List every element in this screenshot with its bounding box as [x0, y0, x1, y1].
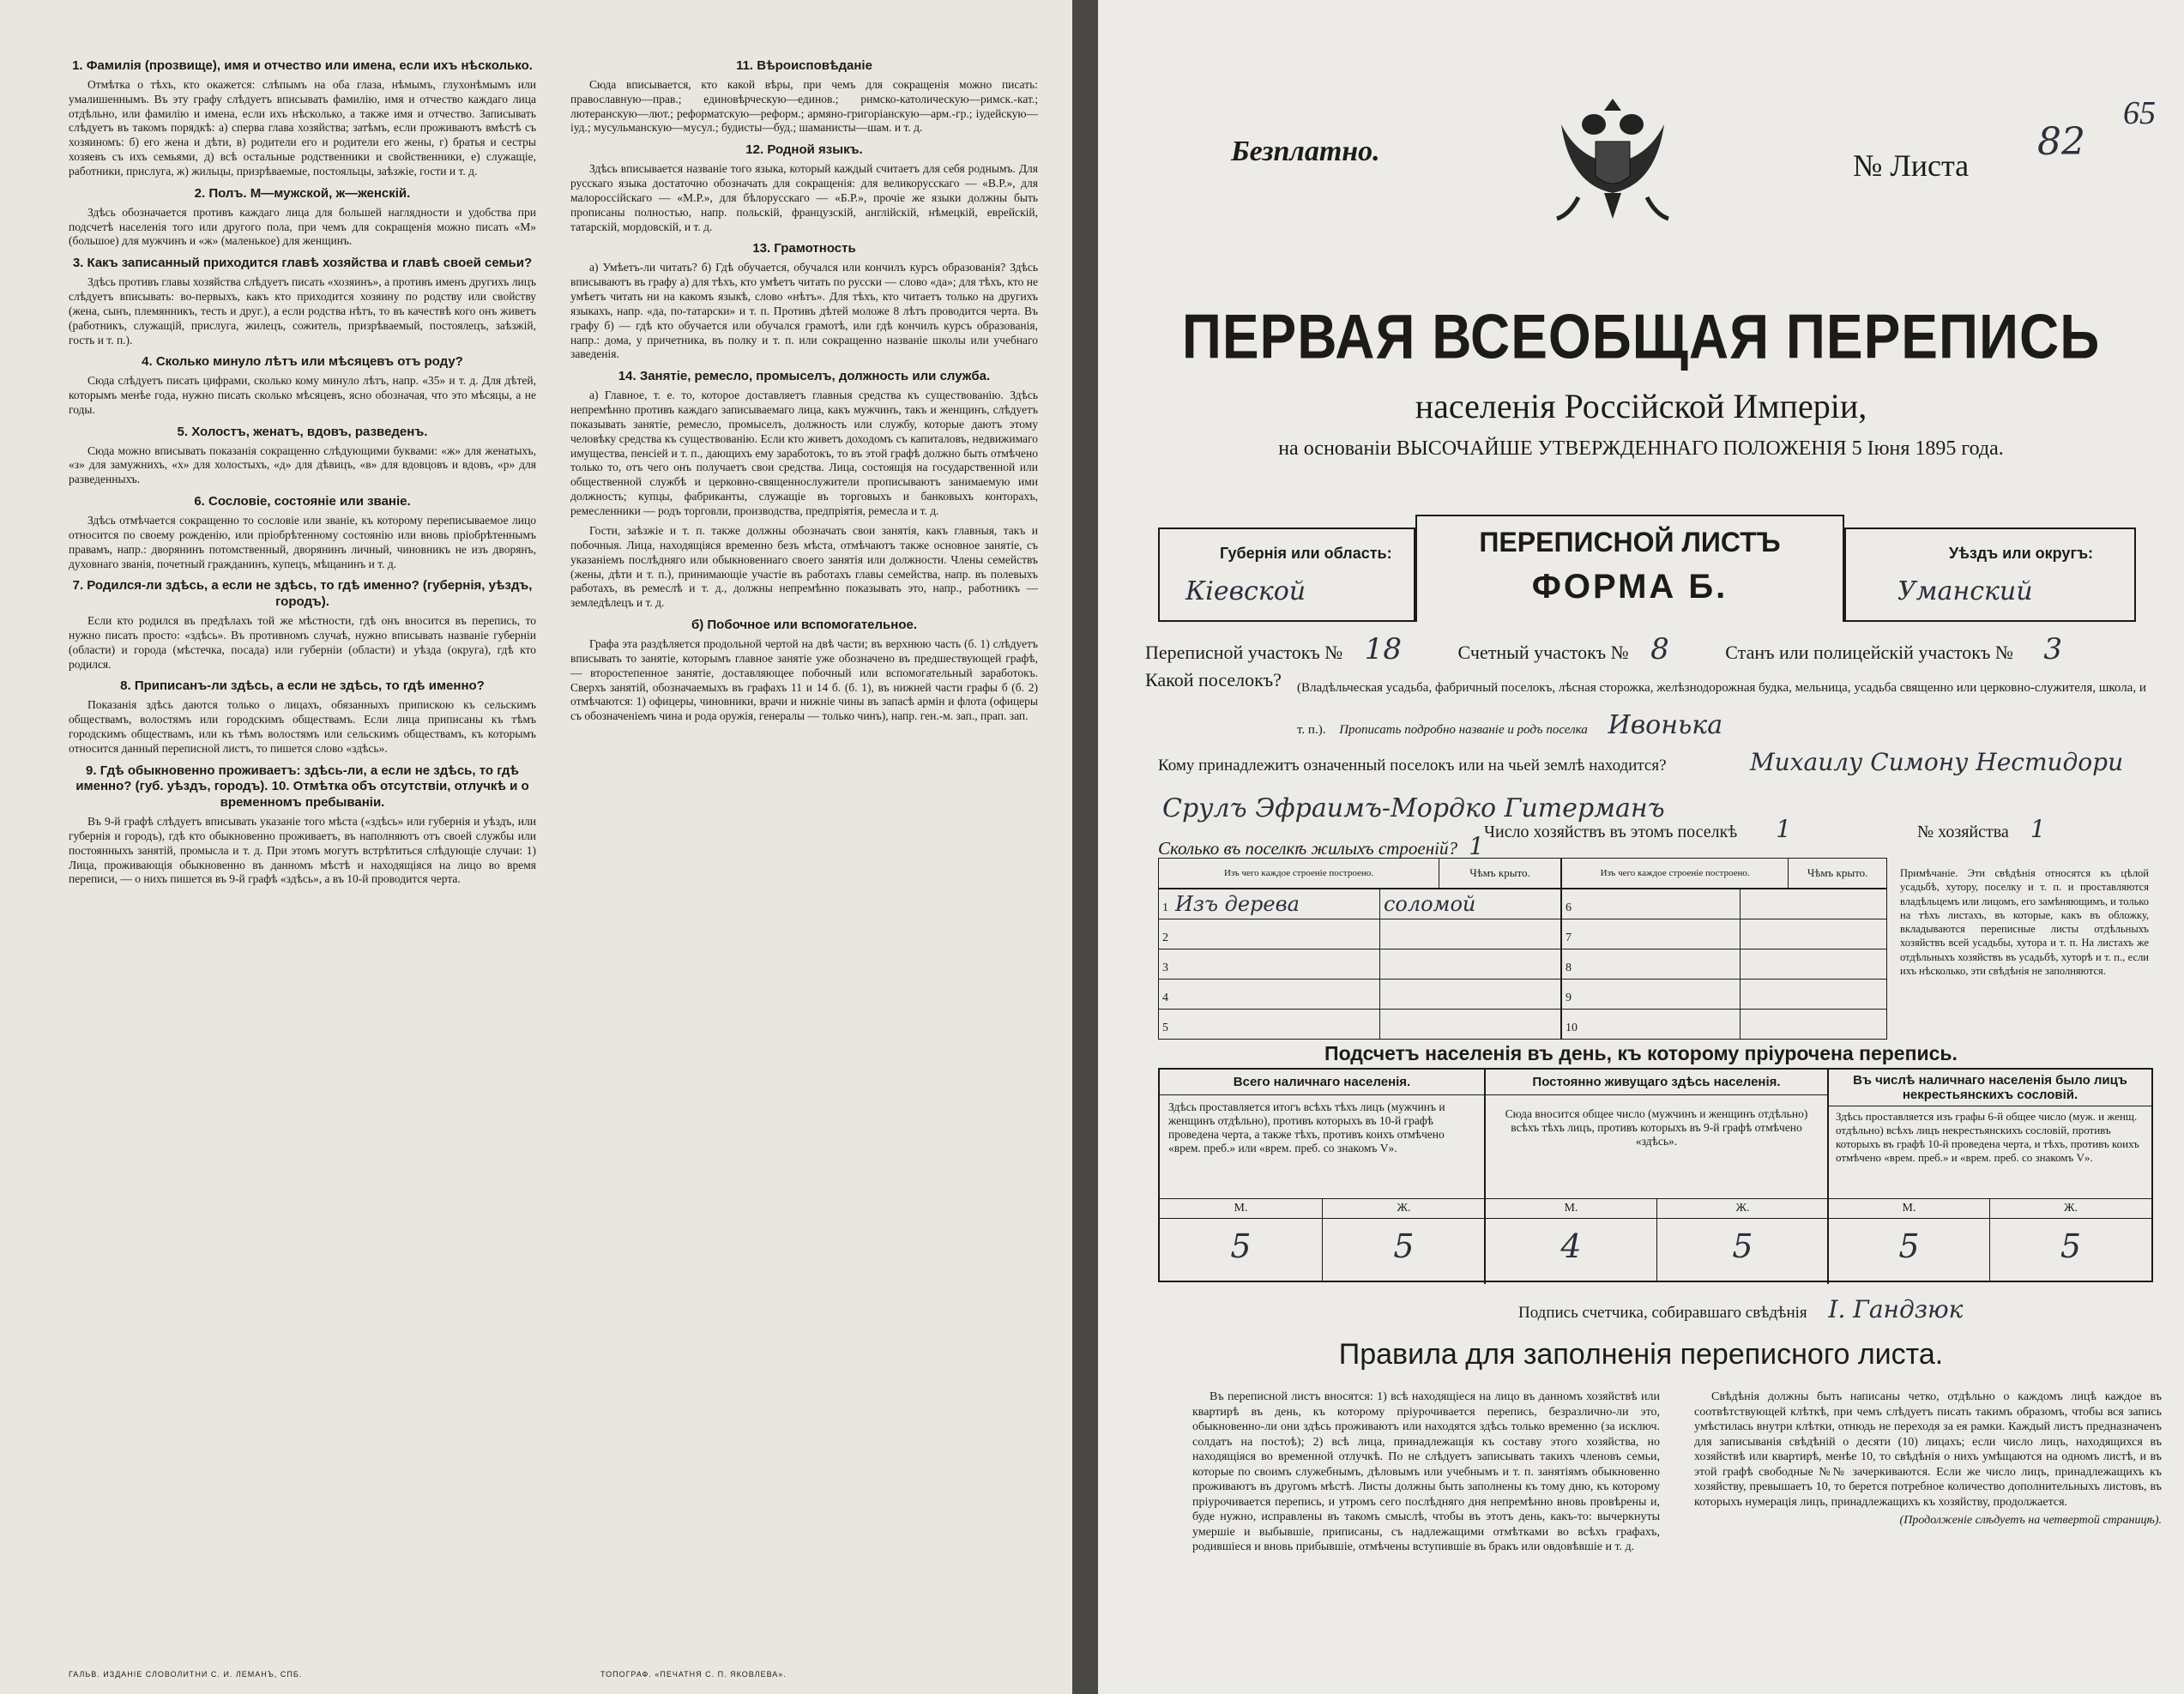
instruction-heading: 4. Сколько минуло лѣтъ или мѣсяцевъ отъ роду?: [142, 354, 463, 370]
sex-label: М.: [1829, 1199, 1989, 1219]
census-section-label: Переписной участокъ №: [1145, 642, 1343, 663]
census-subtitle: населенія Россійской Имперіи,: [1415, 387, 1867, 425]
instructions-columns: [69, 51, 1038, 1668]
stan-value: 3: [2043, 632, 2063, 666]
instruction-paragraph: Сюда можно вписывать показанія сокращенно слѣдующими буквами: «ж» для женатыхъ, «з» для замужнихъ, «х» для холостыхъ, «д» для дѣвицъ, «в» для вдовцовъ и вдовъ, «р» для разведенныхъ.: [69, 443, 536, 486]
signature-value: І. Гандзюк: [1828, 1295, 1964, 1323]
instruction-heading: 7. Родился-ли здѣсь, а если не здѣсь, то гдѣ именно? (губернія, уѣздъ, городъ).: [72, 578, 533, 610]
building-roof: [1379, 919, 1560, 949]
households-row: [1484, 815, 1791, 843]
signature-label: Подпись счетчика, собиравшаго свѣдѣнія: [1518, 1304, 1807, 1322]
instruction-paragraph: Сюда слѣдуетъ писать цифрами, сколько кому минуло лѣтъ, напр. «35» и т. д. Для дѣтей, которымъ менѣе года, нужно писать сколько мѣсяцевъ, ясно обозначая, что это мѣсяцы, а не годы.: [69, 374, 536, 416]
settlement-hint-text: (Владѣльческая усадьба, фабричный поселокъ, лѣсная сторожка, желѣзнодорожная будка, мельница, усадьба священно или церковно-служителя, школа, и т. п.).: [1297, 681, 2146, 737]
sheet-title: ПЕРЕПИСНОЙ ЛИСТЪ: [1479, 527, 1781, 558]
bt-head-roof-2: Чѣмъ крыто.: [1789, 859, 1887, 889]
male-count-cell: [1829, 1199, 1990, 1281]
building-number: 9: [1566, 992, 1572, 1004]
household-number-label: № хозяйства: [1917, 823, 2009, 841]
building-roof: [1379, 1010, 1560, 1040]
building-roof: соломой: [1379, 889, 1560, 919]
province-box: [1158, 527, 1415, 622]
instruction-paragraph: Здѣсь вписывается названіе того языка, который каждый считаетъ для себя роднымъ. Для русскаго языка достаточно обозначать для сокращенія: для великорусскаго — «В.Р.», для малороссійскаго — «М.Р.», для бѣлорусскаго — «Б.Р.», прочіе же языки должны быть прописаны полностью, напр. польскій, французскій, англійскій, нѣмецкій, еврейскій, татарскій, мордовскій, и т. д.: [570, 162, 1038, 233]
buildings-note: Примѣчаніе. Эти свѣдѣнія относятся къ цѣлой усадьбѣ, хутору, поселку и т. п. и проставляются владѣльцемъ или лицомъ, его замѣняющимъ, и только на тѣхъ листахъ, въ которые, какъ въ обложку, вкладываются переписные листы отдѣльныхъ хозяйствъ всей усадьбы, хутора и т. п. На листахъ же отдѣльныхъ хозяйствъ въ усадьбѣ, хуторѣ и т. п., если ихъ нѣсколько, эти свѣдѣнія не заполняются.: [1900, 867, 2149, 977]
instruction-heading: 3. Какъ записанный приходится главѣ хозяйства и главѣ своей семьи?: [72, 256, 533, 271]
signature-row: [1518, 1295, 1963, 1323]
building-material: Изъ дерева: [1175, 892, 1300, 916]
buildings-value: 1: [1469, 832, 1485, 860]
left-instructions-page: [0, 0, 1072, 1694]
count-section-value: 8: [1650, 632, 1669, 666]
province-label: Губернія или область:: [1220, 545, 1392, 562]
free-of-charge-label: Безплатно.: [1231, 136, 1380, 167]
stan-label: Станъ или полицейскій участокъ №: [1725, 642, 2013, 663]
pop-col-total-text: Здѣсь проставляется итогъ всѣхъ тѣхъ лицъ (мужчинъ и женщинъ отдѣльно), противъ которыхъ въ 10-й графѣ проведена черта, а также тѣхъ, противъ коихъ отмѣчено «врем. преб.» или «врем. преб. со знакомъ V».: [1168, 1100, 1445, 1154]
building-number: 3: [1162, 962, 1168, 974]
rules-right: Свѣдѣнія должны быть написаны четко, отдѣльно о каждомъ лицѣ каждое въ соотвѣтствующей клѣткѣ, при чемъ слѣдуетъ писать такимъ образомъ, чтобы вся запись умѣстилась внутри клѣтки, отнюдь не переходя за ея рамки. Каждый листъ предназначенъ для записыванія свѣдѣній о десяти (10) лицахъ; если число лицъ, находящихся въ хозяйствѣ или квартирѣ, менѣе 10, то свѣдѣнія о нихъ умѣщаются на одномъ листѣ, и въ этой графѣ свободные №№ зачеркиваются. Если же число лицъ, принадлежащихъ къ хозяйству, превышаетъ 10, то берется потребное количество дополнительныхъ листовъ, въ которыхъ нумерація лицъ, принадлежащихъ къ хозяйству, продолжается.: [1694, 1390, 2162, 1509]
province-value: Кіевской: [1186, 576, 1306, 606]
building-row: [1562, 889, 1887, 919]
instruction-paragraph: Сюда вписывается, кто какой вѣры, при чемъ для сокращенія можно писать: православную—прав.; единовѣрческую—единов.; римско-католическую—римск.-кат.; лютеранскую—лют.; реформатскую—реформ.; армяно-григоріанскую—арм.-гр.; іудейскую—іуд.; мусульманскую—мусул.; будисты—буд.; шаманисты—шам. и т. д.: [570, 77, 1038, 135]
instructions-column-1: [69, 51, 536, 1668]
instruction-heading: 5. Холостъ, женатъ, вдовъ, разведенъ.: [177, 424, 428, 439]
instruction-heading: 11. Вѣроисповѣданіе: [736, 58, 872, 73]
building-row: [1159, 1010, 1561, 1040]
building-roof: [1741, 980, 1887, 1010]
instruction-heading: 1. Фамилія (прозвище), имя и отчество или имена, если ихъ нѣсколько.: [72, 58, 533, 73]
instruction-heading: б) Побочное или вспомогательное.: [691, 618, 918, 633]
buildings-label: Сколько въ поселкѣ жилыхъ строеній?: [1158, 838, 1457, 859]
household-number-row: [1917, 815, 2046, 843]
pop-col-non-peasant-title: Въ числѣ наличнаго населенія было лицъ некрестьянскихъ сословій.: [1829, 1070, 2151, 1106]
census-legal-basis: на основаніи ВЫСОЧАЙШЕ УТВЕРЖДЕННАГО ПОЛОЖЕНІЯ 5 Іюня 1895 года.: [1278, 437, 2004, 460]
female-count-cell: [1990, 1199, 2151, 1281]
district-box: [1844, 527, 2136, 622]
census-section-value: 18: [1364, 632, 1403, 666]
household-number-value: 1: [2030, 815, 2046, 843]
pop-col-permanent-title: Постоянно живущаго здѣсь населенія.: [1486, 1070, 1827, 1095]
building-row: [1159, 949, 1561, 980]
instruction-paragraph: Показанія здѣсь даются только о лицахъ, обязанныхъ припискою къ сельскимъ обществамъ, волостямъ или городскимъ обществамъ. Если лица приписаны къ тѣмъ городскимъ обществамъ, или къ тѣмъ волостямъ или сельскимъ обществамъ, къ которымъ относится данный переписной листъ, то пишется слово «здѣсь».: [69, 698, 536, 755]
population-count: 5: [1732, 1227, 1753, 1265]
settlement-value: Ивонька: [1608, 709, 1723, 740]
double-headed-eagle-emblem: [1544, 90, 1681, 236]
male-count-cell: [1160, 1199, 1323, 1281]
building-roof: [1741, 889, 1887, 919]
building-row: [1159, 980, 1561, 1010]
instruction-paragraph: Графа эта раздѣляется продольной чертой на двѣ части; въ верхнюю часть (б. 1) слѣдуетъ вписывать то занятіе, которымъ главное занятіе уже обозначено въ предшествующей графѣ, — второстепенное занятіе, доставляющее побочный или вспомогательный заработокъ. Сверхъ занятій, обозначаемыхъ въ графахъ 11 и 14 б. (б. 1), въ нижней части графы б (б. 2) отмѣчаются: 1) офицеры, чиновники, врачи и нижніе чины въ запасѣ армін и флота (офицеры съ обозначеніемъ чина и рода оружія, генералы — только чинъ), напр. ген.-м. зап., прап. зап.: [570, 636, 1038, 723]
building-number: 5: [1162, 1022, 1168, 1034]
instruction-paragraph: а) Умѣетъ-ли читать? б) Гдѣ обучается, обучался или кончилъ курсъ образованія? Здѣсь вписываютъ въ графу а) для тѣхъ, кто умѣетъ читать по русски — слово «да»; для тѣхъ, кто не умѣетъ читать ни на какомъ языкѣ, слово «нѣтъ». Для тѣхъ, кто читаетъ только на другихъ языкахъ, напр. «да, по-татарски» и т. п. Противъ дѣтей моложе 8 лѣтъ проводится черта. Въ графу б) — гдѣ кто обучается или обучался грамотѣ, или гдѣ кончилъ курсъ образованія, напр.: дома, у причетника, въ полку и т. п. или сокращенно названіе школы или учебнаго заведенія.: [570, 261, 1038, 361]
sheet-number-label: № Листа: [1853, 148, 1970, 183]
population-count: 5: [1230, 1227, 1252, 1265]
count-section-label: Счетный участокъ №: [1457, 642, 1629, 663]
owner-value-1: Михаилу Симону Нестидори: [1750, 748, 2124, 776]
instruction-paragraph: Здѣсь отмѣчается сокращенно то сословіе или званіе, къ которому переписываемое лицо относится по своему рожденію, или пріобрѣтенному состоянію или вновь пріобрѣтеннымъ правамъ, напр.: дворянинъ потомственный, дворянинъ личный, чиновникъ не изъ дворянъ, духовнаго званія, почетный гражданинъ, купецъ, мѣщанинъ и т. д.: [69, 513, 536, 570]
bt-head-material-2: Изъ чего каждое строеніе построено.: [1562, 859, 1789, 889]
pop-col-permanent-text: Сюда вносится общее число (мужчинъ и женщинъ отдѣльно) всѣхъ тѣхъ лицъ, противъ которыхъ въ 9-й графѣ отмѣчено «здѣсь».: [1505, 1107, 1808, 1148]
instruction-heading: 2. Полъ. М—мужской, ж—женскій.: [194, 185, 411, 201]
female-count-cell: [1323, 1199, 1486, 1281]
building-row: [1562, 919, 1887, 949]
rules-continued: (Продолженіе слѣдуетъ на четвертой страницѣ).: [1899, 1514, 2162, 1527]
female-count-cell: [1657, 1199, 1829, 1281]
building-number: 7: [1566, 931, 1572, 944]
bt-head-roof: Чѣмъ крыто.: [1439, 859, 1560, 889]
instruction-paragraph: Въ 9-й графѣ слѣдуетъ вписывать указаніе того мѣста («здѣсь» или губернія и уѣздъ, или губернія и городъ), гдѣ кто обыкновенно проживаетъ, въ наполняютъ отъ своей службы или постоянныхъ занятій, промысла и т. д. При этомъ могутъ встрѣтиться слѣдующіе случаи: 1) Лица, проживающія обыкновенно въ данномъ мѣстѣ и находящіяся на лицо во время переписи, — о нихъ пишется въ 9-й графѣ «здѣсь», а въ 10-й проводится черта.: [69, 814, 536, 886]
population-count: 5: [1393, 1227, 1415, 1265]
buildings-table-left: [1158, 858, 1561, 1040]
sex-label: М.: [1160, 1199, 1322, 1219]
population-count-heading: Подсчетъ населенія въ день, къ которому пріурочена перепись.: [1324, 1042, 1958, 1064]
pop-col-non-peasant-text: Здѣсь проставляется изъ графы 6-й общее число (муж. и женщ. отдѣльно) всѣхъ лицъ некрестьянскихъ сословій, противъ которыхъ въ графѣ 10-й проведена черта, и тѣхъ, противъ коихъ отмѣчено «врем. преб.» и «врем. преб. со знакомъ V».: [1836, 1110, 2139, 1164]
households-label: Число хозяйствъ въ этомъ поселкѣ: [1484, 823, 1738, 841]
population-table: [1158, 1068, 2153, 1282]
building-row: [1562, 949, 1887, 980]
building-number: 2: [1162, 931, 1168, 944]
population-count: 4: [1560, 1227, 1582, 1265]
printer-note-right: ТОПОГРАФ. «ПЕЧАТНЯ С. П. ЯКОВЛЕВА».: [600, 1670, 787, 1679]
form-name: ФОРМА Б.: [1531, 568, 1728, 606]
printer-note-left: ГАЛЬВ. ИЗДАНІЕ СЛОВОЛИТНИ С. И. ЛЕМАНЪ, СПБ.: [69, 1670, 303, 1679]
district-label: Уѣздъ или округъ:: [1949, 545, 2094, 562]
rules-text: [1192, 1390, 2162, 1558]
instruction-paragraph: Здѣсь противъ главы хозяйства слѣдуетъ писать «хозяинъ», а противъ именъ другихъ лицъ слѣдуетъ вписывать: во-первыхъ, какъ кто приходится хозяину по родству или свойству (жена, сынъ, племянникъ, тесть и друг.), а если родства нѣтъ, то въ качествѣ кого онъ живетъ (работникъ, служащій, прислуга, жилецъ, сожитель, призрѣваемый, постоялецъ, заѣзжій, гость и т. п.).: [69, 275, 536, 347]
sex-label: Ж.: [1657, 1199, 1828, 1219]
instruction-heading: 12. Родной языкъ.: [745, 142, 863, 158]
building-row: [1159, 919, 1561, 949]
building-number: 8: [1566, 962, 1572, 974]
households-value: 1: [1776, 815, 1792, 843]
settlement-prompt: Прописать подробно названіе и родъ поселка: [1339, 722, 1588, 737]
building-number: 1: [1162, 901, 1168, 914]
sheet-title-box: [1415, 515, 1844, 622]
pop-col-total-title: Всего наличнаго населенія.: [1160, 1070, 1484, 1095]
instruction-paragraph: Здѣсь обозначается противъ каждаго лица для большей наглядности и удобства при подсчетѣ населенія того или другого пола, при чемъ для сокращенія можно писать «М» (большое) для мужчинъ и «ж» (маленькое) для женщинъ.: [69, 205, 536, 248]
owner-value-2: Срулъ Эфраимъ-Мордко Гитерманъ: [1162, 793, 1665, 823]
bt-head-material: Изъ чего каждое строеніе построено.: [1159, 859, 1439, 889]
rules-title: Правила для заполненія переписного листа.: [1338, 1338, 1944, 1371]
population-count: 5: [2060, 1227, 2082, 1265]
sex-label: Ж.: [1990, 1199, 2151, 1219]
instruction-paragraph: Отмѣтка о тѣхъ, кто окажется: слѣпымъ на оба глаза, нѣмымъ, глухонѣмымъ или умалишеннымъ. Въ эту графу слѣдуетъ вписывать фамилію, имя и отчество каждаго лица отдѣльно, или фамилію и имена, если ихъ нѣсколько, а также имя и отчество. Записывать слѣдуетъ въ такомъ порядкѣ: а) сперва глава хозяйства; затѣмъ, если проживаютъ вмѣстѣ съ хозяиномъ: б) его жена и дѣти, в) родители его и родители его жены, г) братья и сестры хозяевъ съ ихъ семьями, д) всѣ остальные родственники и свойственники, е) служащіе, работники, прислуга, ж) жильцы, призрѣваемые, постояльцы, заѣзжіе, гости и т. д.: [69, 77, 536, 178]
building-roof: [1741, 919, 1887, 949]
district-value: Уманский: [1897, 576, 2033, 606]
population-count: 5: [1898, 1227, 1920, 1265]
sex-label: Ж.: [1323, 1199, 1485, 1219]
instruction-heading: 13. Грамотность: [752, 241, 856, 256]
building-row: [1159, 889, 1561, 919]
building-roof: [1741, 949, 1887, 980]
census-section-row: [1145, 632, 2062, 666]
census-form-page: [1098, 0, 2184, 1694]
instruction-heading: 6. Сословіе, состояніе или званіе.: [194, 494, 411, 509]
settlement-label: Какой поселокъ?: [1145, 669, 1282, 690]
settlement-hint: [1297, 676, 2146, 750]
pop-mf-row: [1160, 1198, 2151, 1265]
building-roof: [1741, 1010, 1887, 1040]
instruction-heading: 14. Занятіе, ремесло, промыселъ, должность или служба.: [618, 369, 991, 384]
building-row: [1562, 980, 1887, 1010]
owner-label: Кому принадлежитъ означенный поселокъ или на чьей землѣ находится?: [1158, 757, 1667, 775]
book-spine: [1072, 0, 1098, 1694]
building-roof: [1379, 980, 1560, 1010]
sex-label: М.: [1486, 1199, 1656, 1219]
instruction-paragraph: Если кто родился въ предѣлахъ той же мѣстности, гдѣ онъ вносится въ перепись, то нужно писать просто: «здѣсь». Въ противномъ случаѣ, нужно вписывать названіе губерніи (области) и города (мѣстечка, посада) или губерніи (области) и уѣзда (округа), гдѣ кто родился.: [69, 613, 536, 671]
instruction-heading: 9. Гдѣ обыкновенно проживаетъ: здѣсь-ли, а если не здѣсь, то гдѣ именно? (губ. уѣздъ, городъ). 10. Отмѣтка объ отсутствіи, отлучкѣ и о временномъ пребываніи.: [75, 763, 529, 811]
building-row: [1562, 1010, 1887, 1040]
building-roof: [1379, 949, 1560, 980]
male-count-cell: [1486, 1199, 1657, 1281]
archive-page-number: 65: [2123, 95, 2156, 131]
rules-left: Въ переписной листъ вносятся: 1) всѣ находящіеся на лицо въ данномъ хозяйствѣ или квартирѣ въ день, къ которому пріурочивается перепись, безразлично-ли это, обыкновенно-ли они здѣсь проживаютъ или находятся здѣсь только временно (за исключ. солдатъ на постоѣ); 2) всѣ лица, принадлежащія къ составу этого хозяйства, но находящіяся во временной отлучкѣ. По не слѣдуетъ записывать такихъ членовъ семьи, которые по своимъ служебнымъ, дѣловымъ или учебнымъ и т. п. занятіямъ обыкновенно проживаютъ въ другомъ мѣстѣ. Листы должны быть заполнены къ тому дню, къ которому пріурочивается перепись, и утромъ сего послѣдняго дня непремѣнно вновь провѣрены и, буде нужно, исправлены въ такомъ смыслѣ, чтобы въ этотъ день, какъ-то: вычеркнуты умершіе и выбывшіе, приписаны, съ надлежащими отмѣтками во всѣхъ графахъ, родившіеся и вновь прибывшіе, отмѣчены вступившіе въ бракъ или овдовѣвшіе и т. д.: [1192, 1390, 1660, 1553]
sheet-number-value: 82: [2037, 120, 2085, 164]
buildings-row: [1158, 832, 1484, 860]
instruction-paragraph: Гости, заѣзжіе и т. п. также должны обозначать свои занятія, какъ главныя, такъ и побочныя. Лица, находящіяся временно безъ мѣста, отмѣчаютъ также основное занятіе, съ указаніемъ послѣдняго или обыкновеннаго своего занятія или должности. Члены семействъ (жены, дѣти и т. п.), принимающіе участіе въ работахъ главы семейства, напр. въ полевыхъ работахъ, въ ремеслѣ и т. д., должны непремѣнно показывать это, напр., работникъ — земледѣлецъ и т. д.: [570, 523, 1038, 610]
census-title: ПЕРВАЯ ВСЕОБЩАЯ ПЕРЕПИСЬ: [1181, 300, 2101, 372]
buildings-table-right: [1561, 858, 1887, 1040]
building-number: 10: [1566, 1022, 1578, 1034]
building-number: 4: [1162, 992, 1168, 1004]
instruction-heading: 8. Приписанъ-ли здѣсь, а если не здѣсь, то гдѣ именно?: [120, 678, 485, 694]
instructions-column-2: [570, 51, 1038, 1668]
instruction-paragraph: а) Главное, т. е. то, которое доставляетъ главныя средства къ существованію. Здѣсь непремѣнно противъ каждаго записываемаго лица, какъ мужчинъ, такъ и женщинъ, слѣдуетъ показывать занятіе, ремесло, промыселъ, должность или службу, которые даютъ этому человѣку средства къ существованію. Если кто живетъ доходомъ съ капиталовъ, недвижимаго имущества, пенсіей и т. п., дающихъ ему заработокъ, то въ этой графѣ должно быть отмѣчено только то, отъ чего онъ получаетъ свои средства. Лица, состоящія на государственной или общественной службѣ и церковно-священнослужители прописываютъ занимаемую ими должность; купцы, фабриканты, служащіе въ торговыхъ и банковыхъ конторахъ, ремесленники — родъ торговли, производства, предпріятія, ремесла и т. д.: [570, 389, 1038, 517]
building-number: 6: [1566, 901, 1572, 914]
